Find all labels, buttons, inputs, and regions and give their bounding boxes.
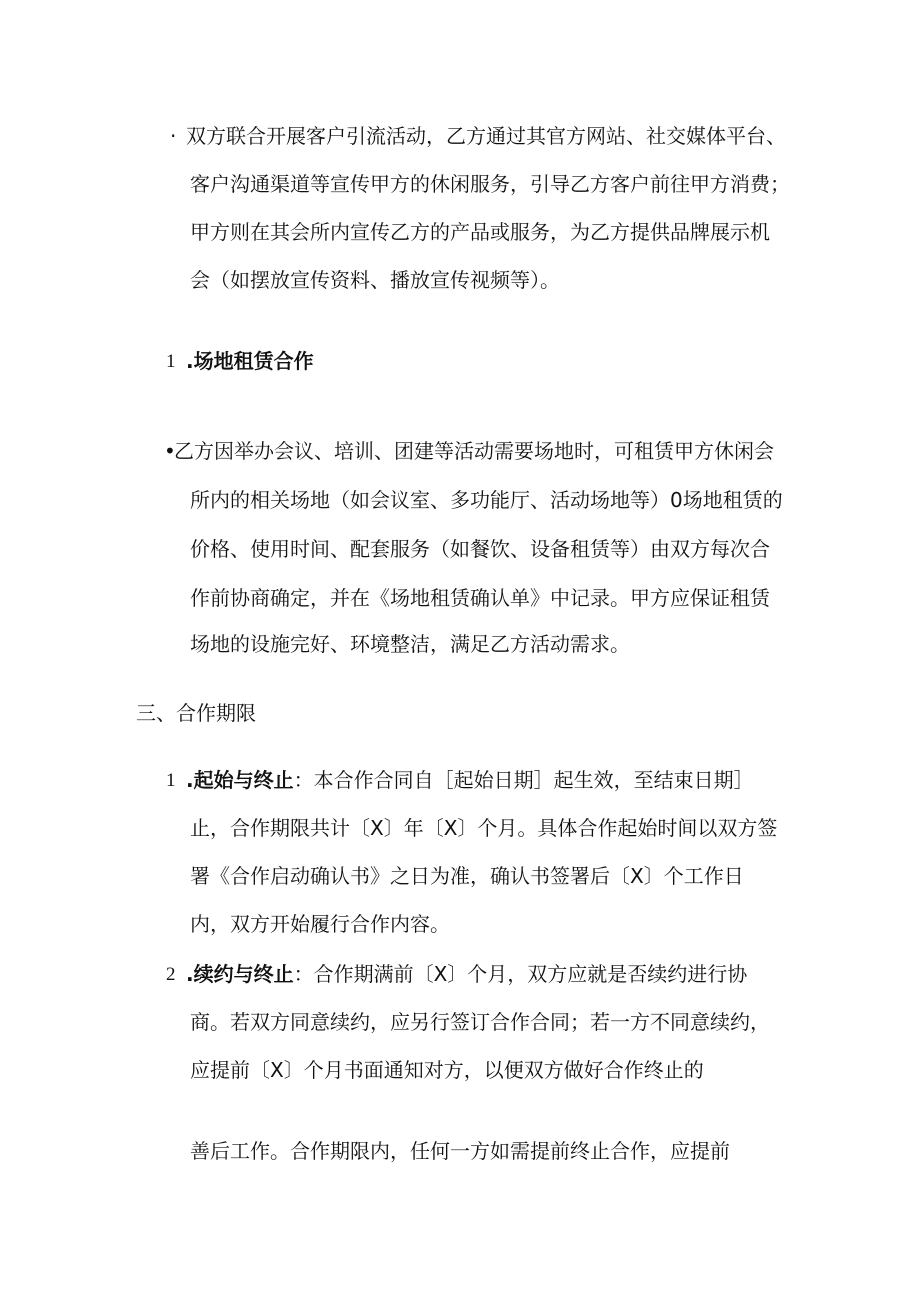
paragraph-line: 商。若双方同意续约，应另行签订合作合同；若一方不同意续约， (190, 1010, 770, 1034)
item-text: ：合作期满前〔X〕个月，双方应就是否续约进行协 (293, 962, 748, 986)
paragraph-line: 双方联合开展客户引流活动，乙方通过其官方网站、社交媒体平台、 (186, 124, 786, 148)
paragraph-line: 所内的相关场地（如会议室、多功能厅、活动场地等）0场地租赁的 (190, 488, 783, 512)
section-title: .场地租赁合作 (186, 349, 314, 373)
paragraph-line: 场地的设施完好、环境整洁，满足乙方活动需求。 (190, 632, 630, 656)
item-first-line (186, 964, 747, 984)
item-first-line (186, 770, 754, 790)
item-title: .起始与终止 (186, 768, 294, 792)
paragraph-line: 甲方则在其会所内宣传乙方的产品或服务，为乙方提供品牌展示机 (190, 220, 770, 244)
bullet-marker: • (164, 439, 176, 463)
section-number: 1 (166, 351, 176, 372)
item-number: 1 (166, 770, 176, 791)
paragraph-line: 善后工作。合作期限内，任何一方如需提前终止合作，应提前 (190, 1139, 730, 1163)
paragraph-line: 价格、使用时间、配套服务（如餐饮、设备租赁等）由双方每次合 (190, 537, 770, 561)
bullet-marker: · (170, 124, 177, 148)
item-title: .续约与终止 (186, 962, 294, 986)
item-text: ：本合作合同自［起始日期］起生效，至结束日期］ (293, 768, 754, 792)
paragraph-line: 内，双方开始履行合作内容。 (190, 912, 450, 936)
paragraph-line: 客户沟通渠道等宣传甲方的休闲服务，引导乙方客户前往甲方消费； (190, 172, 790, 196)
item-number: 2 (166, 964, 176, 985)
paragraph-line: 会（如摆放宣传资料、播放宣传视频等）。 (190, 268, 560, 292)
section-heading: 三、合作期限 (136, 701, 256, 725)
paragraph-line: 乙方因举办会议、培训、团建等活动需要场地时，可租赁甲方休闲会 (174, 439, 774, 463)
paragraph-line: 应提前〔X〕个月书面通知对方，以便双方做好合作终止的 (190, 1058, 704, 1082)
paragraph-line: 止，合作期限共计〔X〕年〔X〕个月。具体合作起始时间以双方签 (190, 816, 778, 840)
paragraph-line: 作前协商确定，并在《场地租赁确认单》中记录。甲方应保证租赁 (190, 586, 770, 610)
paragraph-line: 署《合作启动确认书》之日为准，确认书签署后〔X〕个工作日 (190, 864, 744, 888)
